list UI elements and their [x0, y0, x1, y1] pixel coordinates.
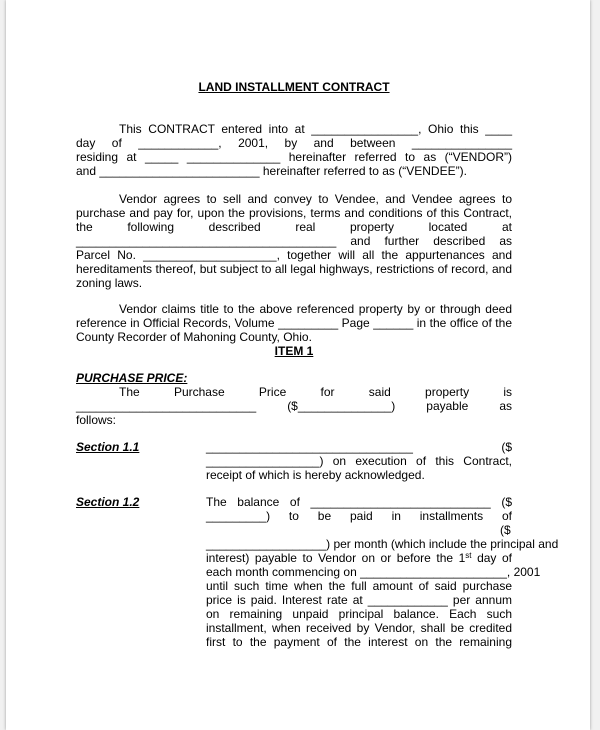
purchase-line: ___________________________ ($______________) payable as [76, 399, 512, 413]
section-1-1-line: _______________________________ ($ [206, 440, 512, 454]
line-text: interest) payable to Vendor on or before the 1 [206, 551, 466, 565]
paragraph-line: This CONTRACT entered into at ________________, Ohio this ____ [119, 122, 512, 136]
paragraph-line: residing at _____ ______________ hereinafter referred to as (“VENDOR”) [76, 150, 512, 164]
purchase-price-heading: PURCHASE PRICE: [76, 371, 188, 385]
section-1-2-line: installment, when received by Vendor, shall be credited [206, 621, 512, 635]
paragraph-line: the following described real property located at [76, 220, 512, 234]
paragraph-line: and ________________________ hereinafter referred to as (“VENDEE”). [76, 164, 467, 178]
paragraph-line: Vendor agrees to sell and convey to Vendee, and Vendee agrees to [119, 192, 512, 206]
section-1-2-line: first to the payment of the interest on the remaining [206, 635, 512, 649]
paragraph-line: purchase and pay for, upon the provisions, terms and conditions of this Contract, [76, 206, 512, 220]
paragraph-line: zoning laws. [76, 276, 143, 290]
paragraph-line: Parcel No. ____________________, together will all the appurtenances and [76, 248, 512, 262]
section-1-2-line: _________) to be paid in installments of [206, 509, 512, 523]
item-heading: ITEM 1 [274, 344, 314, 358]
purchase-line: follows: [76, 413, 117, 427]
section-1-2-label: Section 1.2 [76, 495, 140, 509]
document-page [6, 0, 590, 730]
section-1-2-line-superscript [206, 551, 512, 565]
paragraph-line: _______________________________________ and further described as [76, 234, 512, 248]
line-text: day of [471, 551, 513, 565]
section-1-2-line: until such time when the full amount of said purchase [206, 579, 512, 593]
paragraph-line: Vendor claims title to the above referenced property by or through deed [119, 302, 512, 316]
paragraph-line: day of ____________, 2001, by and between _______________ [76, 136, 512, 150]
section-1-1-line: _________________) on execution of this Contract, [206, 454, 512, 468]
section-1-1-label: Section 1.1 [76, 440, 140, 454]
section-1-2-line: The balance of ___________________________ ($ [206, 495, 512, 509]
document-title: LAND INSTALLMENT CONTRACT [198, 80, 390, 94]
purchase-line: The Purchase Price for said property is [119, 385, 512, 399]
section-1-2-line: each month commencing on ______________________, 2001 [206, 565, 541, 579]
section-1-2-line: on remaining unpaid principal balance. Each such [206, 607, 512, 621]
ordinal-suffix: st [465, 551, 472, 560]
section-1-2-line: __________________) per month (which include the principal and [206, 537, 559, 551]
paragraph-line: reference in Official Records, Volume _________ Page ______ in the office of the [76, 316, 512, 330]
section-1-2-line: ($ [500, 523, 511, 537]
section-1-2-line: price is paid. Interest rate at ____________ per annum [206, 593, 512, 607]
paragraph-line: hereditaments thereof, but subject to all legal highways, restrictions of record, and [76, 262, 512, 276]
section-1-1-line: receipt of which is hereby acknowledged. [206, 468, 425, 482]
paragraph-line: County Recorder of Mahoning County, Ohio. [76, 330, 312, 344]
